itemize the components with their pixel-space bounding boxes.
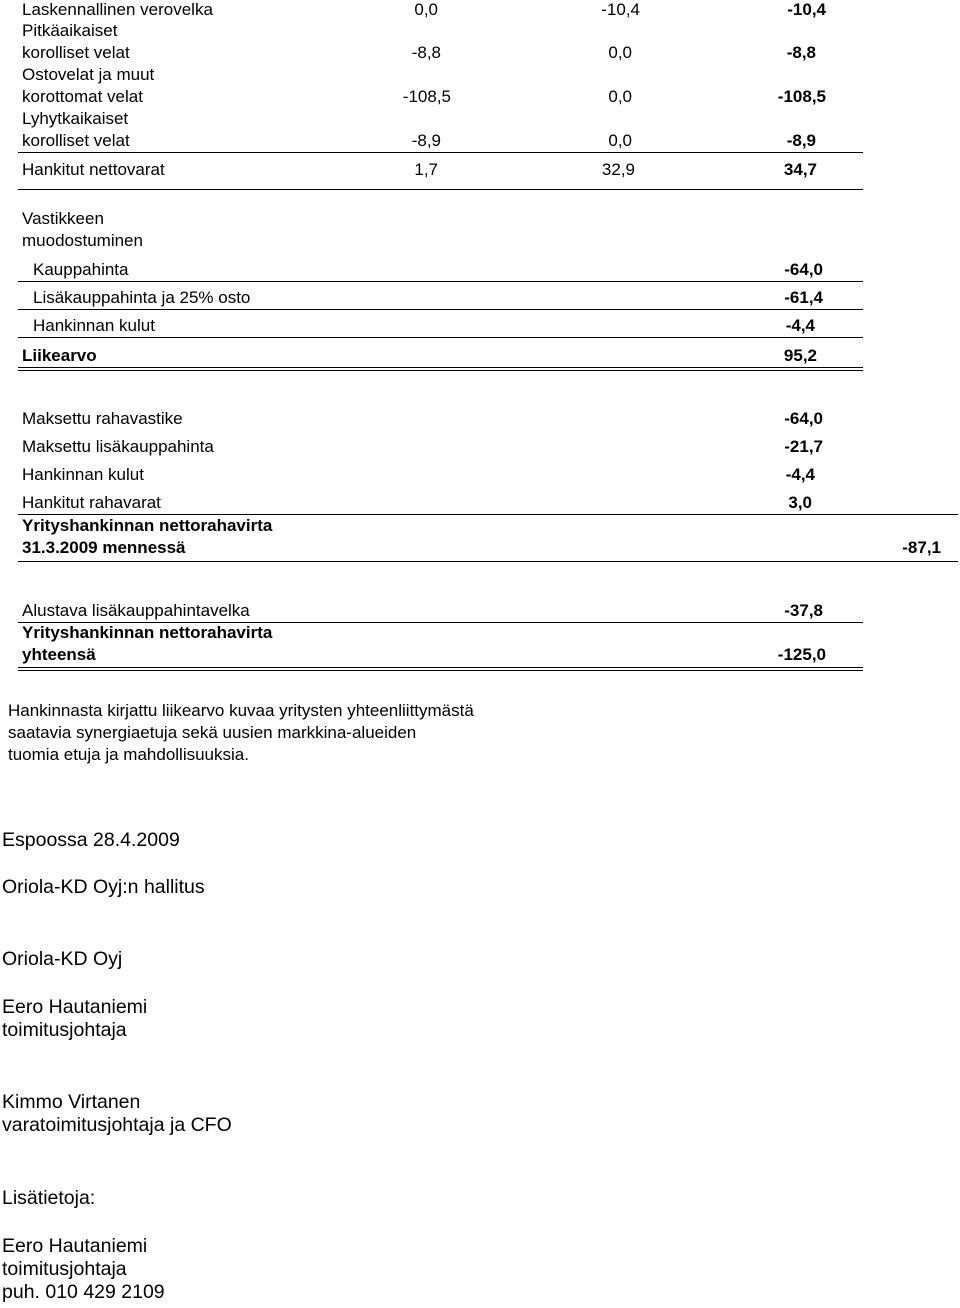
row-label: korottomat velat bbox=[22, 87, 143, 106]
total-cashflow-label: Yrityshankinnan nettorahavirta bbox=[22, 623, 273, 642]
cashflow-item-value: -4,4 bbox=[785, 465, 815, 484]
row-divider bbox=[18, 189, 863, 190]
consideration-item-label: Hankinnan kulut bbox=[33, 316, 155, 335]
total-cashflow-value: -125,0 bbox=[777, 645, 826, 664]
consideration-heading: muodostuminen bbox=[22, 231, 143, 250]
row-label: Ostovelat ja muut bbox=[22, 65, 155, 84]
place-date: Espoossa 28.4.2009 bbox=[2, 829, 180, 851]
double-underline bbox=[18, 670, 863, 671]
note-line: Hankinnasta kirjattu liikearvo kuvaa yritysten yhteenliittymästä bbox=[8, 701, 474, 720]
contact-name: Eero Hautaniemi bbox=[2, 1235, 148, 1257]
board-name: Oriola-KD Oyj:n hallitus bbox=[2, 876, 205, 898]
row-col2-value: 0,0 bbox=[608, 87, 632, 106]
row-col3-value: -108,5 bbox=[777, 87, 826, 106]
signer-name: Eero Hautaniemi bbox=[2, 996, 148, 1018]
net-assets-col1: 1,7 bbox=[414, 160, 438, 179]
signer-name: Kimmo Virtanen bbox=[2, 1091, 141, 1113]
cashflow-item-label: Hankinnan kulut bbox=[22, 465, 144, 484]
row-divider bbox=[18, 514, 958, 515]
contact-phone: puh. 010 429 2109 bbox=[2, 1281, 165, 1303]
goodwill-label: Liikearvo bbox=[22, 346, 97, 365]
consideration-heading: Vastikkeen bbox=[22, 209, 104, 228]
row-col2-value: 0,0 bbox=[608, 131, 632, 150]
cashflow-item-label: Hankitut rahavarat bbox=[22, 493, 161, 512]
cashflow-item-label: Maksettu lisäkauppahinta bbox=[22, 437, 214, 456]
total-cashflow-label: yhteensä bbox=[22, 645, 96, 664]
cashflow-item-value: 3,0 bbox=[788, 493, 812, 512]
row-col1-value: -8,9 bbox=[411, 131, 441, 150]
row-divider bbox=[18, 281, 863, 282]
liability-value: -37,8 bbox=[784, 601, 823, 620]
row-divider bbox=[18, 337, 863, 338]
row-label: korolliset velat bbox=[22, 43, 130, 62]
row-label: Pitkäaikaiset bbox=[22, 21, 118, 40]
consideration-item-value: -64,0 bbox=[784, 260, 823, 279]
note-line: saatavia synergiaetuja sekä uusien markkina-alueiden bbox=[8, 723, 417, 742]
row-col3-value: -10,4 bbox=[787, 0, 826, 19]
row-col1-value: -108,5 bbox=[402, 87, 451, 106]
contact-title: toimitusjohtaja bbox=[2, 1258, 127, 1280]
row-label: Lyhytkaikaiset bbox=[22, 109, 129, 128]
row-col1-value: -8,8 bbox=[411, 43, 441, 62]
row-label: Laskennallinen verovelka bbox=[22, 0, 213, 19]
net-assets-col2: 32,9 bbox=[601, 160, 635, 179]
row-col2-value: -10,4 bbox=[601, 0, 640, 19]
note-line: tuomia etuja ja mahdollisuuksia. bbox=[8, 745, 249, 764]
liability-label: Alustava lisäkauppahintavelka bbox=[22, 601, 250, 620]
cashflow-item-value: -64,0 bbox=[784, 409, 823, 428]
cashflow-item-label: Maksettu rahavastike bbox=[22, 409, 183, 428]
net-assets-col3: 34,7 bbox=[783, 160, 817, 179]
net-cashflow-label: 31.3.2009 mennessä bbox=[22, 538, 186, 557]
consideration-item-label: Kauppahinta bbox=[33, 260, 129, 279]
consideration-item-value: -4,4 bbox=[785, 316, 815, 335]
row-col2-value: 0,0 bbox=[608, 43, 632, 62]
net-cashflow-value: -87,1 bbox=[902, 538, 941, 557]
row-label: korolliset velat bbox=[22, 131, 130, 150]
signer-title: toimitusjohtaja bbox=[2, 1019, 127, 1041]
double-underline bbox=[18, 667, 863, 668]
row-divider bbox=[18, 309, 863, 310]
row-divider bbox=[18, 152, 863, 153]
consideration-item-label: Lisäkauppahinta ja 25% osto bbox=[33, 288, 251, 307]
signer-title: varatoimitusjohtaja ja CFO bbox=[2, 1114, 232, 1136]
net-cashflow-label: Yrityshankinnan nettorahavirta bbox=[22, 516, 273, 535]
cashflow-item-value: -21,7 bbox=[784, 437, 823, 456]
row-divider bbox=[18, 561, 958, 562]
contact-heading: Lisätietoja: bbox=[2, 1187, 96, 1209]
goodwill-value: 95,2 bbox=[783, 346, 817, 365]
company-name: Oriola-KD Oyj bbox=[2, 948, 123, 970]
double-underline bbox=[18, 370, 863, 371]
row-col3-value: -8,8 bbox=[786, 43, 816, 62]
row-col3-value: -8,9 bbox=[786, 131, 816, 150]
consideration-item-value: -61,4 bbox=[784, 288, 823, 307]
net-assets-label: Hankitut nettovarat bbox=[22, 160, 165, 179]
double-underline bbox=[18, 367, 863, 368]
row-col1-value: 0,0 bbox=[414, 0, 438, 19]
